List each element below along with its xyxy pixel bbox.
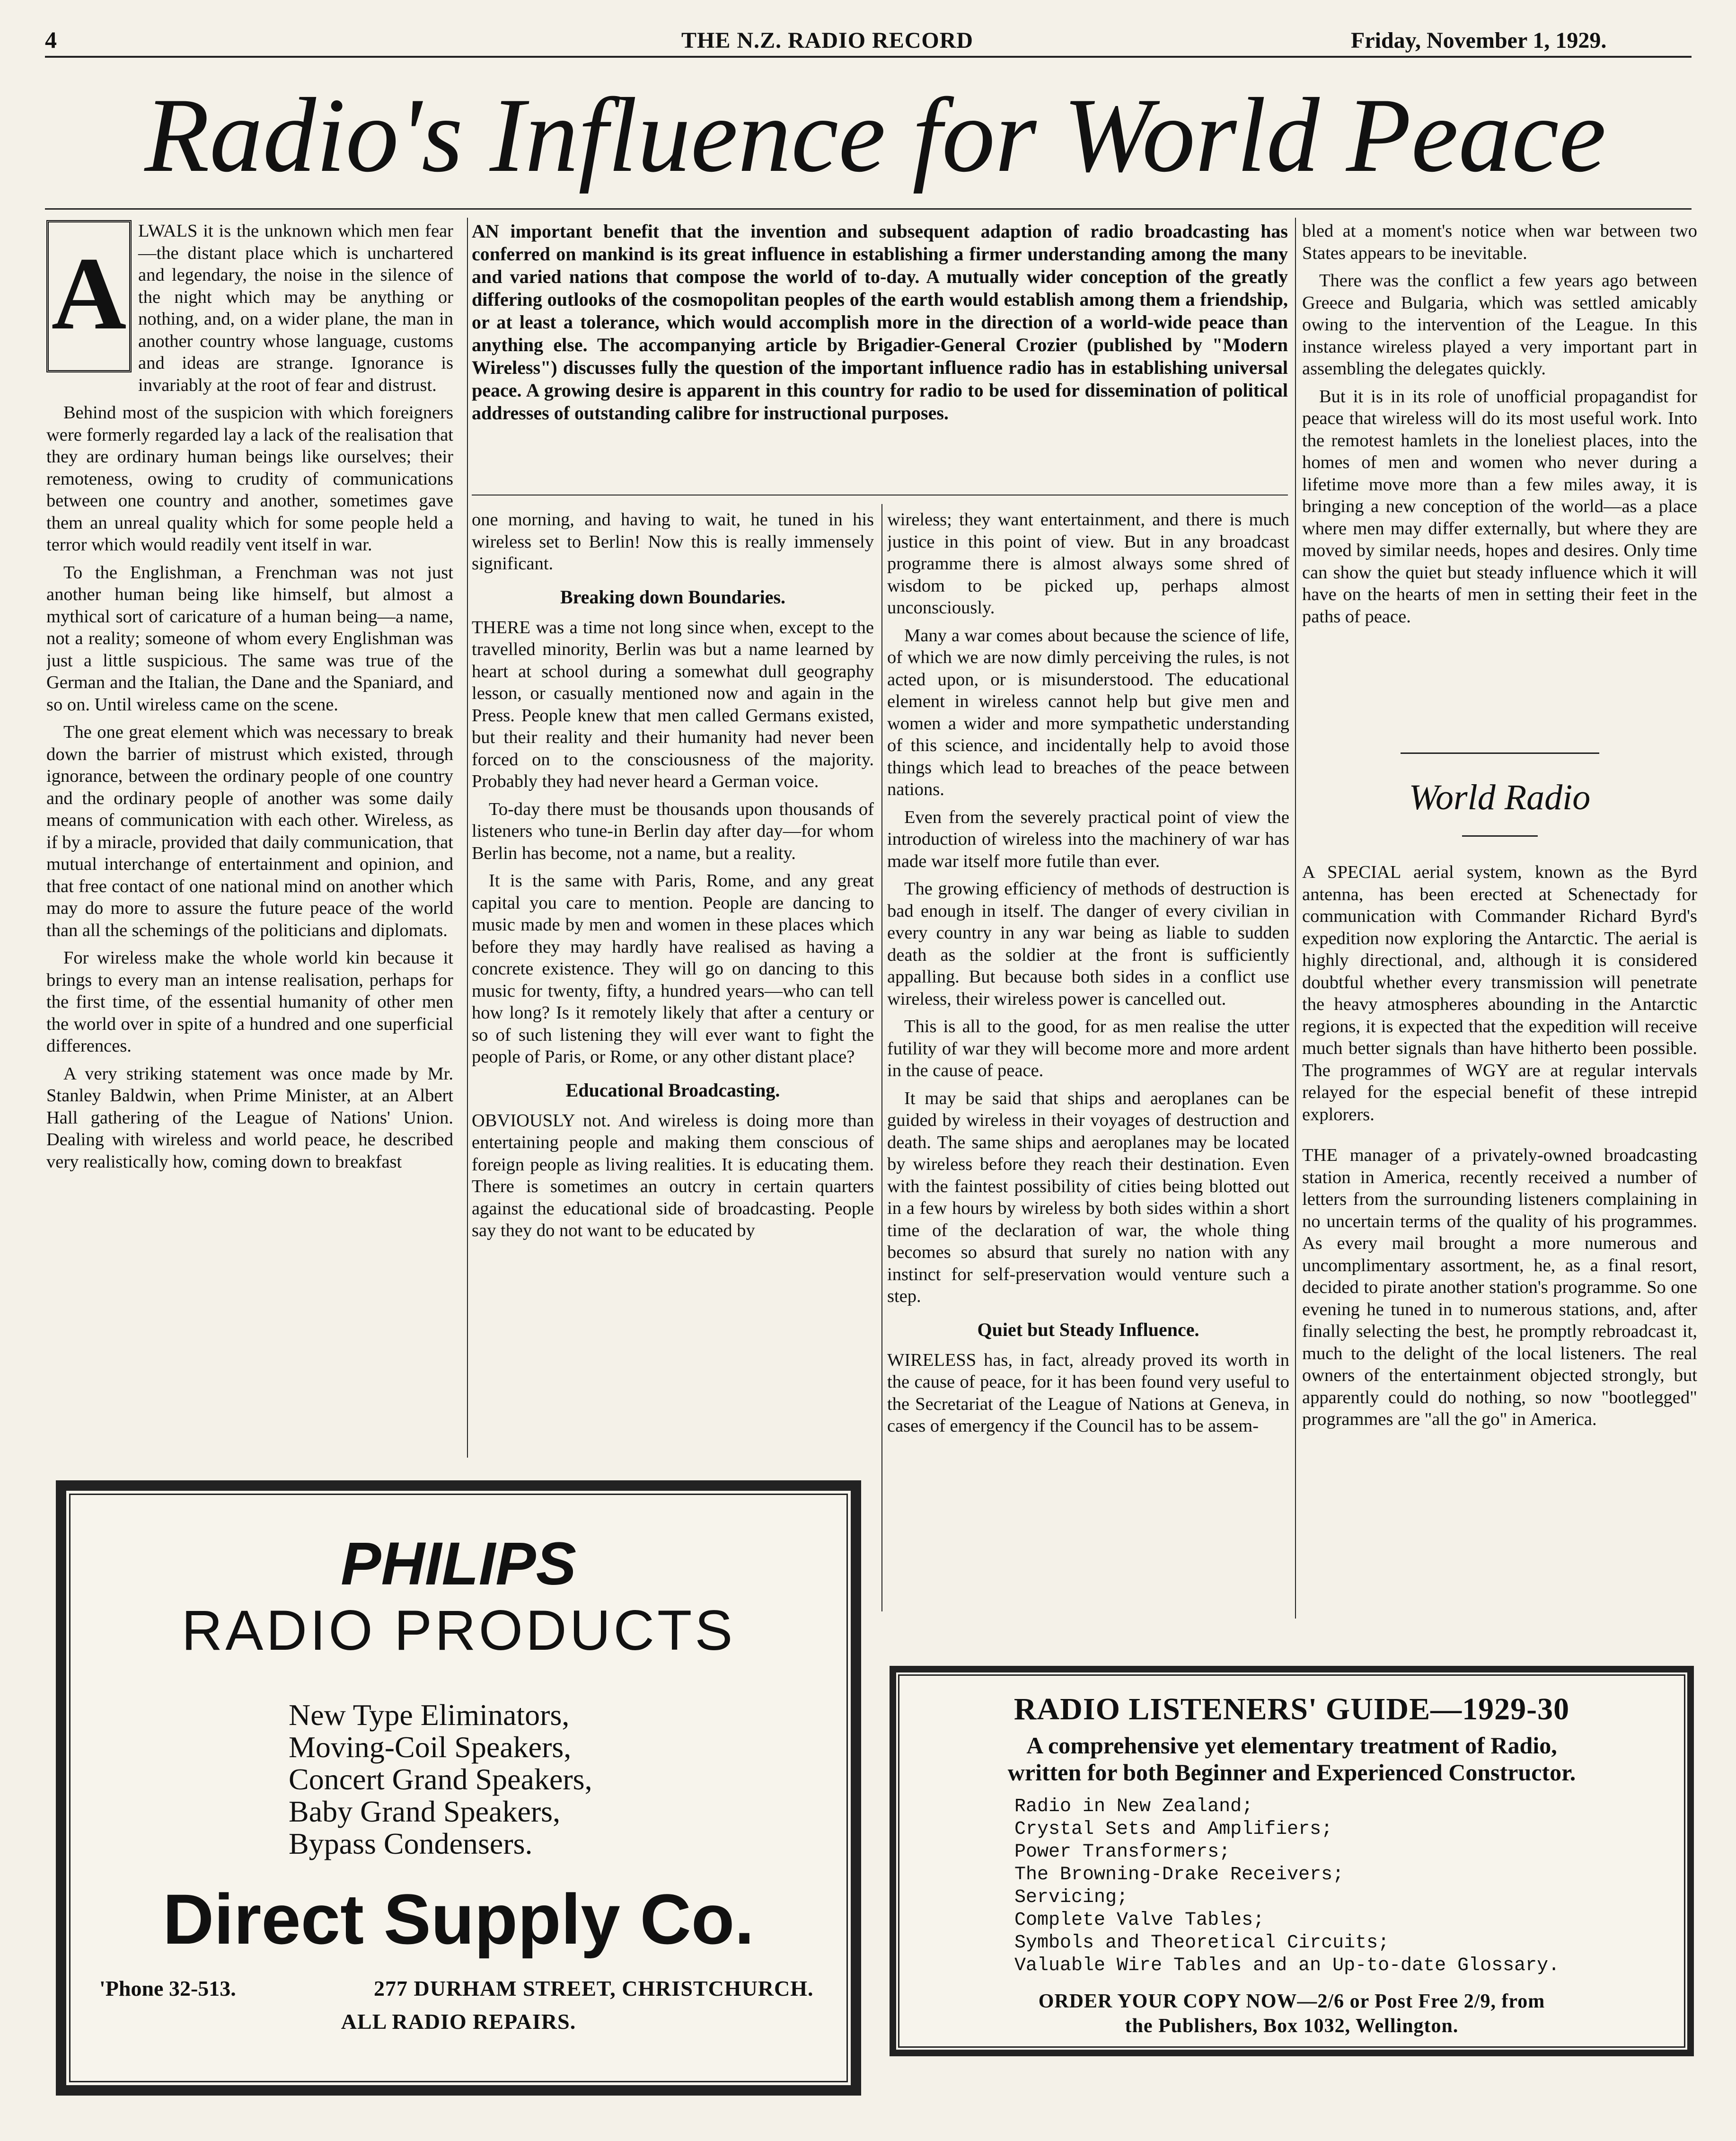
article-column-4 <box>1302 220 1697 745</box>
world-radio-column <box>1302 861 1697 1619</box>
guide-contents-item: The Browning-Drake Receivers; <box>1014 1864 1344 1885</box>
page-number: 4 <box>45 27 57 53</box>
section-subhead: Breaking down Boundaries. <box>560 586 786 608</box>
article-paragraph: wireless; they want entertainment, and there is much justice in this point of view. But in any broadcast programme there is almost always some shred of wisdom to be picked up, perhaps almost unconsciously. <box>887 510 1289 618</box>
philips-brand: PHILIPS <box>341 1530 576 1598</box>
guide-order-line: ORDER YOUR COPY NOW—2/6 or Post Free 2/9, from <box>1038 1991 1545 2012</box>
headline-rule <box>45 208 1692 210</box>
guide-contents-item: Radio in New Zealand; <box>1014 1796 1253 1817</box>
world-radio-paragraph: THE manager of a privately-owned broadcasting station in America, recently received a number of letters from the surrounding listeners complaining in no uncertain terms of the quality of his programmes. As every mail brought a more numerous and uncomplimentary assortment, he, as a final resort, decided to pirate another station's programme. So one evening he tuned in to numerous stations, and, after finally selecting the best, he promptly rebroadcast it, much to the delight of the local listeners. The real owners of the entertainment objected strongly, but apparently could do nothing, so now "bootlegged" programmes are "all the go" in America. <box>1302 1145 1697 1429</box>
guide-title: RADIO LISTENERS' GUIDE—1929-30 <box>1013 1692 1570 1726</box>
product-item: Concert Grand Speakers, <box>289 1762 592 1796</box>
guide-contents-item: Valuable Wire Tables and an Up-to-date Glossary. <box>1014 1955 1560 1976</box>
guide-contents-item: Symbols and Theoretical Circuits; <box>1014 1932 1390 1954</box>
article-paragraph: Many a war comes about because the science of life, of which we are now dimly perceiving the rules, is not acted upon, or is misunderstood. The educational element in wireless cannot help but give men and women a wider and more sympathetic understanding of this science, and incidentally help to avoid those things which lead to breaches of the peace between nations. <box>887 625 1289 799</box>
column-rule-2 <box>1295 218 1296 1619</box>
article-paragraph: WIRELESS has, in fact, already proved its worth in the cause of peace, for it has been found very useful to the Secretariat of the League of Nations at Geneva, in cases of emergency if the Council has to be assem- <box>887 1350 1289 1436</box>
drop-cap-letter: A <box>51 236 127 351</box>
guide-contents-item: Power Transformers; <box>1014 1841 1231 1863</box>
article-column-1 <box>46 220 453 1458</box>
article-paragraph: A very striking statement was once made by Mr. Stanley Baldwin, when Prime Minister, at an Albert Hall gathering of the League of Nations' Union. Dealing with wireless and world peace, he described very realistically how, coming down to breakfast <box>46 1063 453 1172</box>
world-radio-paragraph: A SPECIAL aerial system, known as the Byrd antenna, has been erected at Schenectady for communication with Commander Richard Byrd's expedition now exploring the Antarctic. The aerial is highly directional, and, although it is considered doubtful whether every transmission will penetrate the heavy atmospheres abounding in the Antarctic regions, it is expected that the expedition will receive much better signals than have hitherto been possible. The programmes of WGY are at regular intervals relayed for the especial benefit of these intrepid explorers. <box>1302 862 1697 1124</box>
guide-subtitle: written for both Beginner and Experienced Constructor. <box>1007 1759 1576 1786</box>
listeners-guide-advertisement <box>890 1666 1694 2056</box>
article-paragraph: Even from the severely practical point of view the introduction of wireless into the machinery of war has made war itself more futile than ever. <box>887 807 1289 871</box>
article-intro-text: AN important benefit that the invention and subsequent adaption of radio broadcasting has conferred on mankind is its great influence in establishing a firmer understanding among the many and varied nations that compose the world of to-day. A mutually wider conception of the greatly differing outlooks of the cosmopolitan peoples of the earth would establish among them a friendship, or at least a tolerance, which would accomplish more in the direction of a world-wide peace than anything else. The accompanying article by Brigadier-General Crozier (published by "Modern Wireless") discusses fully the question of the important influence radio has in establishing universal peace. A growing desire is apparent in this country for radio to be used for dissemination of political addresses of outstanding calibre for instructional purposes. <box>472 221 1288 424</box>
article-paragraph: Behind most of the suspicion with which foreigners were formerly regarded lay a lack of the realisation that they are ordinary human beings like ourselves; their remoteness, owing to crudity of communications between one country and another, sometimes gave them an unreal quality which for some people held a terror which would readily vent itself in war. <box>46 403 453 555</box>
philips-headline: RADIO PRODUCTS <box>181 1599 736 1662</box>
article-intro <box>472 220 1288 485</box>
article-paragraph: The one great element which was necessary to break down the barrier of mistrust which existed, through ignorance, between the ordinary people of one country and the ordinary people of another was some daily means of communication with each other. Wireless, as if by a miracle, provided that daily communication, that mutual interchange of entertainment and opinion, and that free contact of one national mind on another which may do more to assure the future peace of the world than all the schemings of the politicians and diplomats. <box>46 722 453 940</box>
section-subhead: Quiet but Steady Influence. <box>977 1318 1199 1340</box>
article-paragraph: But it is in its role of unofficial propagandist for peace that wireless will do its most useful work. Into the remotest hamlets in the loneliest places, into the homes of men and women who never during a lifetime move more than a few miles away, it is bringing a new conception of the world—as a place where men may differ externally, but where they are moved by similar needs, hopes and desires. Only time can show the quiet but steady influence which it will have on the hearts of men in setting their feet in the paths of peace. <box>1302 386 1697 627</box>
article-paragraph: To-day there must be thousands upon thousands of listeners who tune-in Berlin day after day—for whom Berlin has become, not a name, but a reality. <box>472 799 874 863</box>
product-item: New Type Eliminators, <box>289 1698 570 1732</box>
page-title: Radio's Influence for World Peace <box>144 76 1606 194</box>
product-item: Baby Grand Speakers, <box>289 1795 561 1828</box>
world-radio-title: World Radio <box>1409 778 1591 817</box>
column-rule-3 <box>881 504 882 1611</box>
publication-name: THE N.Z. RADIO RECORD <box>681 28 974 53</box>
article-paragraph: OBVIOUSLY not. And wireless is doing more than entertaining people and making them conscious of foreign people as living realities. It is educating them. There is sometimes an outcry in certain quarters against the educational side of broadcasting. People say they do not want to be educated by <box>472 1110 874 1240</box>
guide-contents-list <box>1014 1796 1630 1977</box>
article-paragraph: For wireless make the whole world kin because it brings to every man an intense realisation, perhaps for the first time, of the essential humanity of other men the world over in spite of a hundred and one superficial differences. <box>46 948 453 1056</box>
article-paragraph: There was the conflict a few years ago between Greece and Bulgaria, which was settled amicably owing to the intervention of the League. In this instance wireless played a very important part in assembling the delegates quickly. <box>1302 271 1697 379</box>
article-paragraph: one morning, and having to wait, he tuned in his wireless set to Berlin! Now this is really immensely significant. <box>472 510 874 574</box>
company-repairs: ALL RADIO REPAIRS. <box>341 2009 576 2034</box>
article-paragraph: It is the same with Paris, Rome, and any great capital you care to mention. People are dancing to music made by men and women in these places which before they may hardly have realised as having a concrete existence. They will go on dancing to this music for twenty, fifty, a hundred years—who can tell how long? Is it remotely likely that after a century or so of such listening they will ever want to fight the people of Paris, or Rome, or any other distant place? <box>472 871 874 1067</box>
section-subhead: Educational Broadcasting. <box>565 1079 780 1101</box>
column-rule-1 <box>467 218 468 1458</box>
article-column-3 <box>887 509 1289 1619</box>
guide-order-line: the Publishers, Box 1032, Wellington. <box>1125 2015 1459 2037</box>
article-paragraph: LWALS it is the unknown which men fear—the distant place which is unchartered and legendary, the noise in the silence of the night which may be anything or nothing, and, on a wider plane, the man in another country whose language, customs and ideas are strange. Ignorance is invariably at the root of fear and distrust. <box>138 221 453 395</box>
article-paragraph: This is all to the good, for as men realise the utter futility of war they will become more and more ardent in the cause of peace. <box>887 1017 1289 1080</box>
guide-subtitle: A comprehensive yet elementary treatment of Radio, <box>1026 1732 1557 1759</box>
article-paragraph: bled at a moment's notice when war between two States appears to be inevitable. <box>1302 221 1697 263</box>
article-column-2 <box>472 509 874 1458</box>
company-name: Direct Supply Co. <box>162 1879 755 1959</box>
guide-contents-item: Crystal Sets and Amplifiers; <box>1014 1819 1333 1840</box>
guide-contents-item: Complete Valve Tables; <box>1014 1910 1265 1931</box>
company-phone: 'Phone 32-513. <box>99 1976 236 2000</box>
guide-contents-item: Servicing; <box>1014 1887 1128 1908</box>
world-radio-rule-bottom <box>1462 835 1538 837</box>
article-paragraph: THERE was a time not long since when, except to the travelled minority, Berlin was but a name learned by heart at school during a somewhat dull geography lesson, or casually mentioned now and again in the Press. People knew that men called Germans existed, but their reality and their humanity had never been forced on to the consciousness of the majority. Probably they had never heard a German voice. <box>472 617 874 791</box>
header-rule <box>45 56 1692 58</box>
decorative-drop-cap <box>46 220 132 372</box>
product-list <box>289 1699 714 1860</box>
article-paragraph: It may be said that ships and aeroplanes can be guided by wireless in their voyages of destruction and death. The same ships and aeroplanes may be located by wireless before they reach their destination. Even with the faintest possibility of cities being blotted out in a few hours by wireless by both sides within a short time of the declaration of war, the whole thing becomes so absurd that surely no nation with any instinct for self-preservation would venture such a step. <box>887 1088 1289 1306</box>
company-address: 277 DURHAM STREET, CHRISTCHURCH. <box>374 1976 814 2000</box>
product-item: Moving-Coil Speakers, <box>289 1730 572 1764</box>
world-radio-rule-top <box>1401 752 1599 754</box>
article-paragraph: To the Englishman, a Frenchman was not just another human being like himself, but almost a mythical sort of caricature of a human being—a name, not a reality; someone of whom every Englishman was just a little suspicious. The same was true of the German and the Italian, the Dane and the Spaniard, and so on. Until wireless came on the scene. <box>46 562 453 715</box>
philips-advertisement <box>56 1480 861 2096</box>
product-item: Bypass Condensers. <box>289 1827 533 1860</box>
article-paragraph: The growing efficiency of methods of destruction is bad enough in itself. The danger of every civilian in every country in any war being as liable to sudden death as the soldier at the front is sufficiently appalling. But because both sides in a conflict use wireless, their wireless power is cancelled out. <box>887 879 1289 1009</box>
issue-date: Friday, November 1, 1929. <box>1351 28 1607 53</box>
